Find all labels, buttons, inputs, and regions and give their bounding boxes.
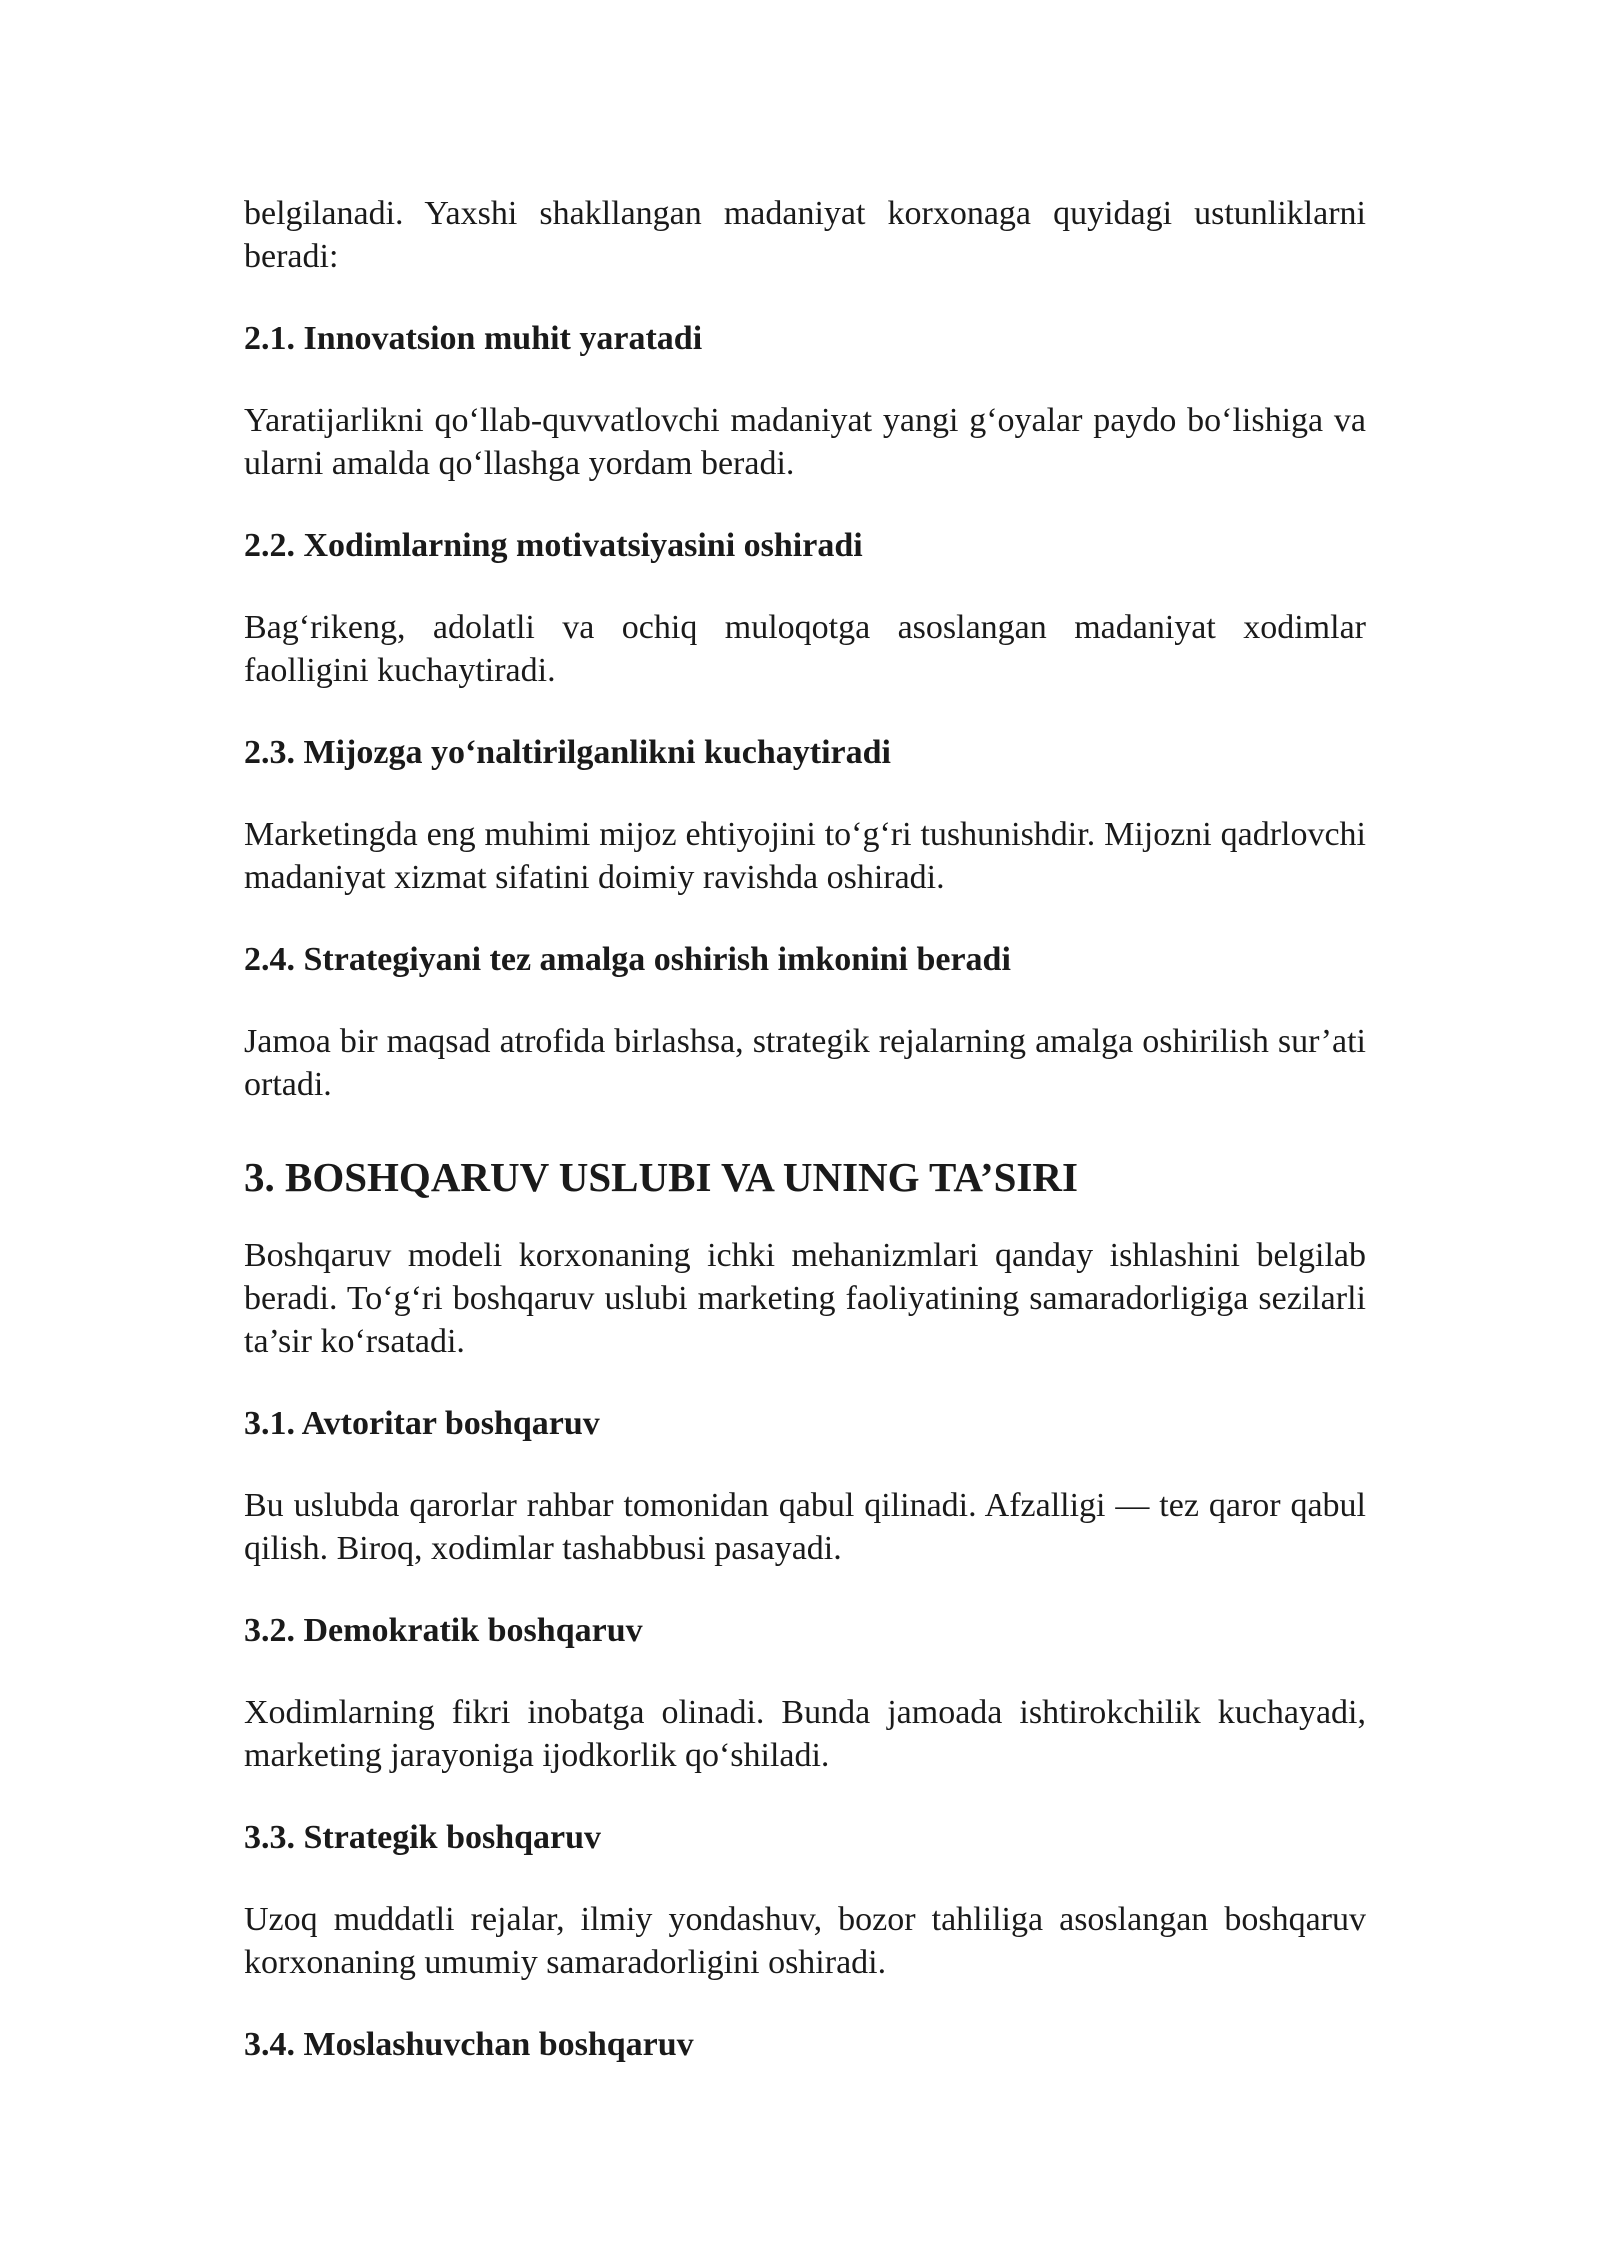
heading-2-4: 2.4. Strategiyani tez amalga oshirish imkonini beradi <box>244 941 1011 978</box>
heading-3-1: 3.1. Avtoritar boshqaruv <box>244 1405 600 1442</box>
heading-2-2: 2.2. Xodimlarning motivatsiyasini oshiradi <box>244 527 863 564</box>
heading-3-3: 3.3. Strategik boshqaruv <box>244 1819 602 1856</box>
heading-2-1: 2.1. Innovatsion muhit yaratadi <box>244 320 703 357</box>
heading-3-2: 3.2. Demokratik boshqaruv <box>244 1612 643 1649</box>
heading-3-4: 3.4. Moslashuvchan boshqaruv <box>244 2026 694 2063</box>
paragraph-2-1: Yaratijarlikni qo‘llab-quvvatlovchi madaniyat yangi g‘oyalar paydo bo‘lishiga va ularni amalda qo‘llashga yordam beradi. <box>244 402 1366 482</box>
section-3-title: 3. BOSHQARUV USLUBI VA UNING TA’SIRI <box>244 1154 1078 1200</box>
document-page <box>244 192 1366 2066</box>
section-3-intro-paragraph: Boshqaruv modeli korxonaning ichki mehanizmlari qanday ishlashini belgilab beradi. To‘g‘ri boshqaruv uslubi marketing faoliyatining samaradorligiga sezilarli ta’sir ko‘rsatadi. <box>244 1237 1366 1360</box>
paragraph-2-3: Marketingda eng muhimi mijoz ehtiyojini to‘g‘ri tushunishdir. Mijozni qadrlovchi madaniyat xizmat sifatini doimiy ravishda oshiradi. <box>244 816 1366 896</box>
paragraph-2-2: Bag‘rikeng, adolatli va ochiq muloqotga asoslangan madaniyat xodimlar faolligini kuchaytiradi. <box>244 609 1366 689</box>
heading-2-3: 2.3. Mijozga yo‘naltirilganlikni kuchaytiradi <box>244 734 891 771</box>
paragraph-2-4: Jamoa bir maqsad atrofida birlashsa, strategik rejalarning amalga oshirilish sur’ati ortadi. <box>244 1023 1366 1103</box>
paragraph-3-3: Uzoq muddatli rejalar, ilmiy yondashuv, bozor tahliliga asoslangan boshqaruv korxonaning umumiy samaradorligini oshiradi. <box>244 1901 1366 1981</box>
paragraph-3-2: Xodimlarning fikri inobatga olinadi. Bunda jamoada ishtirokchilik kuchayadi, marketing jarayoniga ijodkorlik qo‘shiladi. <box>244 1694 1366 1774</box>
intro-paragraph: belgilanadi. Yaxshi shakllangan madaniyat korxonaga quyidagi ustunliklarni beradi: <box>244 195 1366 275</box>
paragraph-3-1: Bu uslubda qarorlar rahbar tomonidan qabul qilinadi. Afzalligi — tez qaror qabul qilish. Biroq, xodimlar tashabbusi pasayadi. <box>244 1487 1366 1567</box>
